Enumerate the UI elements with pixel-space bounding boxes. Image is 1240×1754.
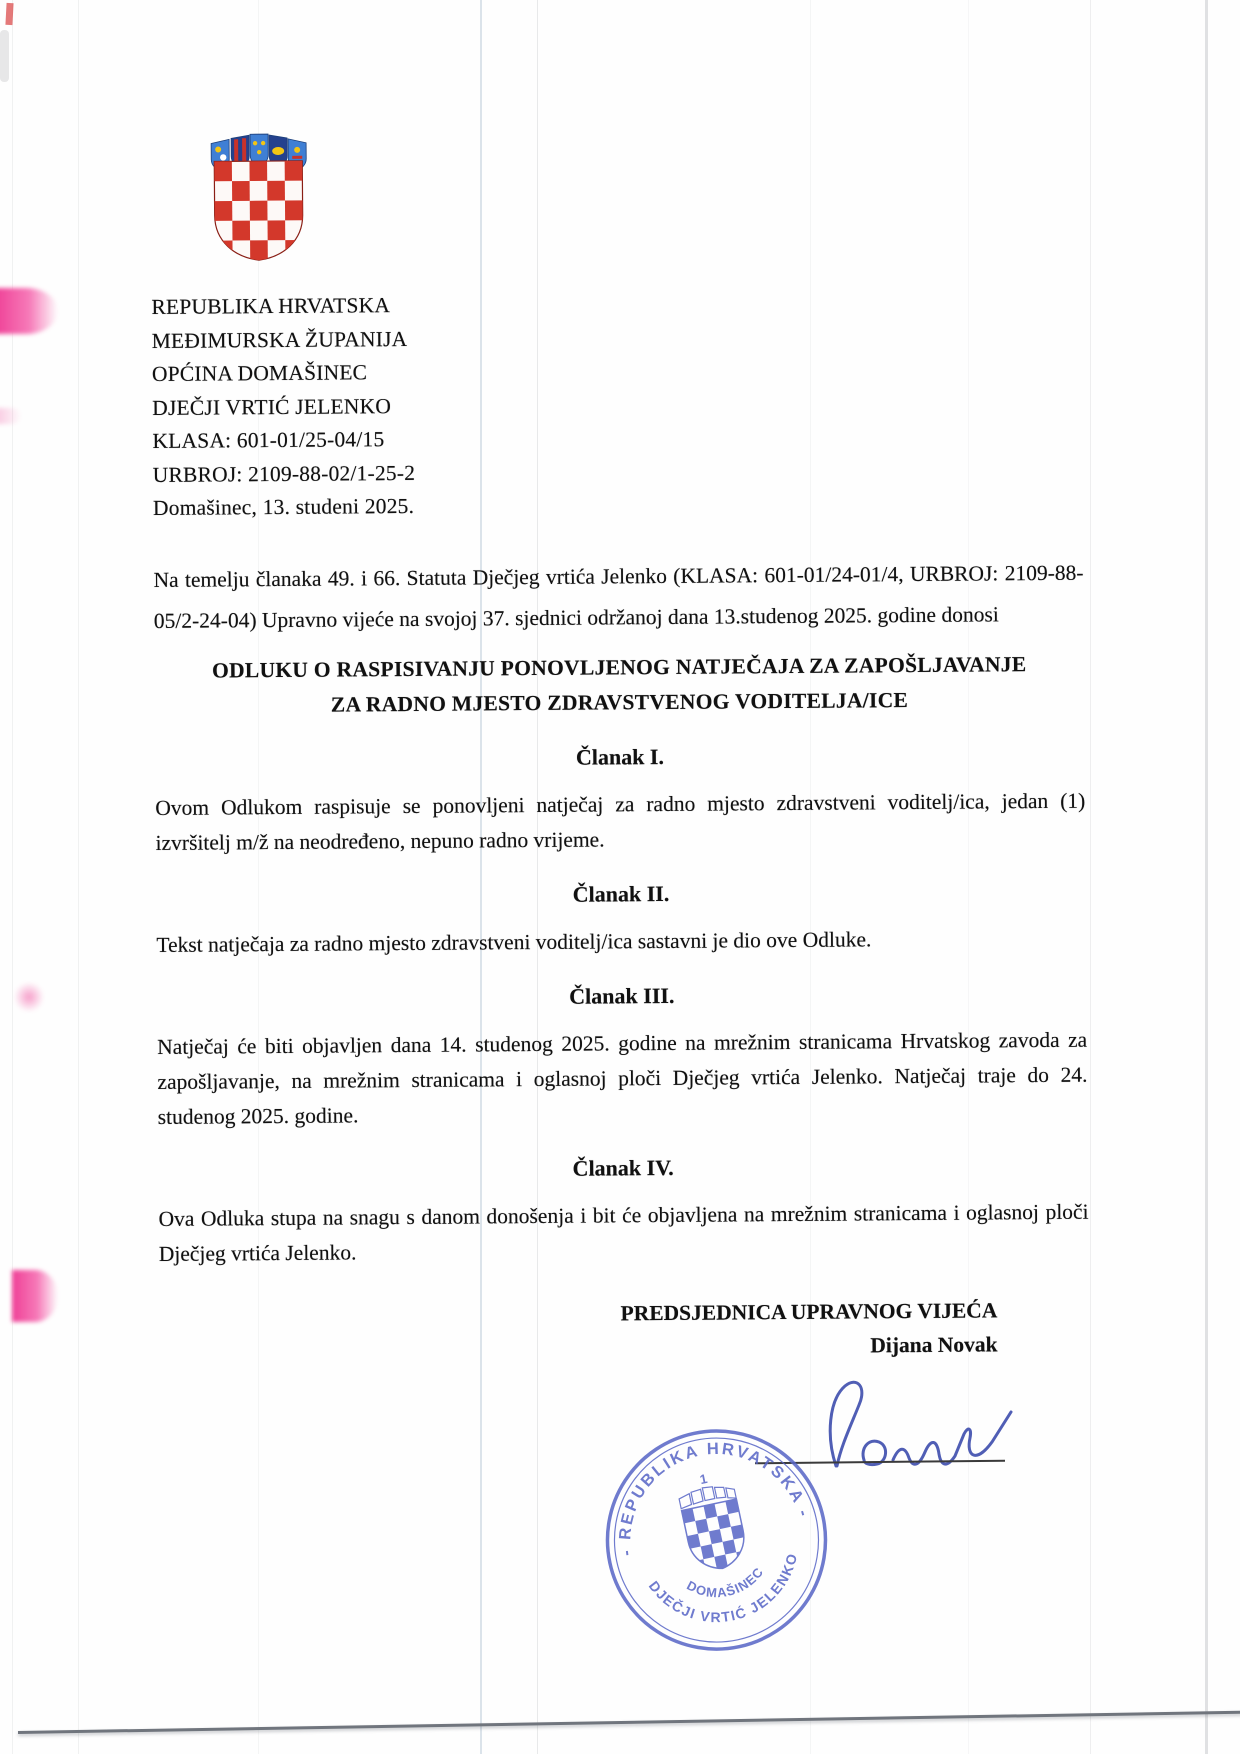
decision-title-line1: ODLUKU O RASPISIVANJU PONOVLJENOG NATJEČAJA ZA ZAPOŠLJAVANJE bbox=[211, 651, 1027, 683]
official-stamp-icon bbox=[574, 1398, 859, 1683]
red-pen-mark bbox=[5, 3, 13, 25]
org-line: DJEČJI VRTIĆ JELENKO bbox=[152, 393, 392, 420]
article-body: Ovom Odlukom raspisuje se ponovljeni natječaj za radno mjesto zdravstveni voditelj/ica, jedan (1) izvršitelj m/ž na neodređeno, nepuno radno vrijeme. bbox=[155, 788, 1086, 855]
stamp-coat-of-arms bbox=[678, 1481, 750, 1574]
letterhead bbox=[151, 284, 1083, 526]
highlighter-mark bbox=[0, 288, 58, 334]
signature-name: Dijana Novak bbox=[870, 1331, 998, 1357]
stamp-number: 1 bbox=[698, 1470, 709, 1488]
article-heading: Članak IV. bbox=[572, 1154, 674, 1181]
article-heading: Članak II. bbox=[572, 880, 670, 907]
stamp-bottom-outer-text: DJEČJI VRTIĆ JELENKO bbox=[645, 1550, 801, 1626]
signature-block bbox=[159, 1292, 1090, 1367]
highlighter-mark bbox=[12, 1270, 58, 1322]
scan-streak bbox=[12, 0, 13, 1754]
scan-streak bbox=[1090, 0, 1091, 1754]
article-body: Tekst natječaja za radno mjesto zdravstveni voditelj/ica sastavni je dio ove Odluke. bbox=[156, 926, 872, 957]
decision-title-line2: ZA RADNO MJESTO ZDRAVSTVENOG VODITELJA/ICE bbox=[330, 687, 909, 717]
highlighter-mark bbox=[14, 982, 44, 1012]
article-heading: Članak III. bbox=[569, 982, 675, 1009]
org-line: MEĐIMURSKA ŽUPANIJA bbox=[151, 326, 408, 353]
article-body: Natječaj će biti objavljen dana 14. studenog 2025. godine na mrežnim stranicama Hrvatskog zavoda za zapošljavanje, na mrežnim stranicama i oglasnoj ploči Dječjeg vrtića Jelenko. Natječaj traje do 24. studenog 2025. godine. bbox=[157, 1027, 1088, 1129]
scan-streak bbox=[78, 0, 79, 1754]
klasa-line: KLASA: 601-01/25-04/15 bbox=[152, 427, 385, 453]
official-stamp bbox=[574, 1398, 860, 1688]
croatian-coat-of-arms-icon bbox=[206, 129, 311, 265]
org-line: REPUBLIKA HRVATSKA bbox=[151, 293, 391, 319]
stamp-bottom-inner-text: DOMAŠINEC bbox=[684, 1564, 767, 1601]
decision-title bbox=[154, 646, 1085, 723]
signature-role: PREDSJEDNICA UPRAVNOG VIJEĆA bbox=[620, 1297, 998, 1325]
org-line: OPĆINA DOMAŠINEC bbox=[151, 360, 368, 386]
stamp-top-text: - REPUBLIKA HRVATSKA - bbox=[616, 1439, 814, 1558]
urbroj-line: URBROJ: 2109-88-02/1-25-2 bbox=[152, 460, 416, 487]
scan-smudge bbox=[0, 30, 9, 82]
article-heading: Članak I. bbox=[575, 743, 665, 770]
intro-paragraph: Na temelju članaka 49. i 66. Statuta Dječjeg vrtića Jelenko (KLASA: 601-01/24-01/4, URBROJ: 2109-88-05/2-24-04) Upravno vijeće na svojoj 37. sjednici održanoj dana 13.studenog 2025. godine donosi bbox=[153, 560, 1084, 633]
highlighter-mark bbox=[0, 408, 22, 424]
paper-edge-line bbox=[18, 1710, 1240, 1734]
document-content bbox=[150, 123, 1090, 1368]
place-date-line: Domašinec, 13. studeni 2025. bbox=[152, 493, 415, 520]
page-edge-shadow bbox=[1205, 0, 1208, 1754]
handwritten-signature bbox=[808, 1374, 1038, 1484]
article-body: Ova Odluka stupa na snagu s danom donošenja i bit će objavljena na mrežnim stranicama i oglasnoj ploči Dječjeg vrtića Jelenko. bbox=[158, 1199, 1089, 1266]
